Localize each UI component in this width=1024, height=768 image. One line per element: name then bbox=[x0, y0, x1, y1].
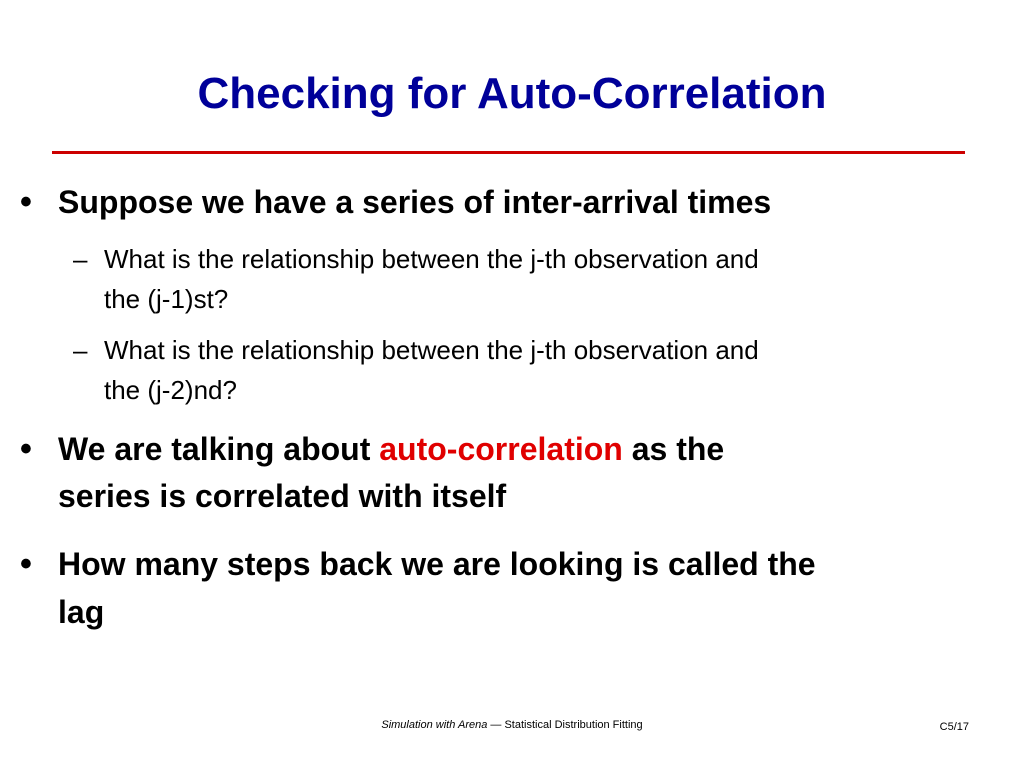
slide-title: Checking for Auto-Correlation bbox=[197, 69, 827, 118]
bullet-line: How many steps back we are looking is called the bbox=[58, 546, 816, 582]
bullet-line bbox=[58, 429, 724, 469]
sub-bullet-line: What is the relationship between the j-th observation and bbox=[104, 244, 759, 274]
highlight-term: auto-correlation bbox=[379, 431, 623, 467]
bullet-dot-icon: • bbox=[20, 430, 32, 468]
dash-icon: – bbox=[73, 244, 88, 274]
title-underline bbox=[52, 151, 965, 154]
footer-separator: — bbox=[487, 719, 505, 731]
bullet-dot-icon: • bbox=[20, 545, 32, 583]
slide-footer bbox=[0, 718, 1024, 732]
bullet-text: as the bbox=[622, 431, 725, 467]
bullet-line: lag bbox=[58, 594, 105, 630]
slide-number: C5/17 bbox=[939, 721, 969, 733]
sub-bullet-line: the (j-2)nd? bbox=[104, 375, 237, 405]
sub-bullet-line: the (j-1)st? bbox=[104, 284, 229, 314]
bullet-text: Suppose we have a series of inter-arrival times bbox=[58, 184, 772, 220]
footer-book-title: Simulation with Arena bbox=[381, 719, 488, 731]
bullet-text: We are talking about bbox=[58, 431, 380, 467]
sub-bullet-line: What is the relationship between the j-th observation and bbox=[104, 335, 759, 365]
footer-chapter: Statistical Distribution Fitting bbox=[504, 719, 643, 731]
dash-icon: – bbox=[73, 335, 88, 365]
bullet-line: series is correlated with itself bbox=[58, 478, 507, 514]
bullet-dot-icon: • bbox=[20, 183, 32, 221]
